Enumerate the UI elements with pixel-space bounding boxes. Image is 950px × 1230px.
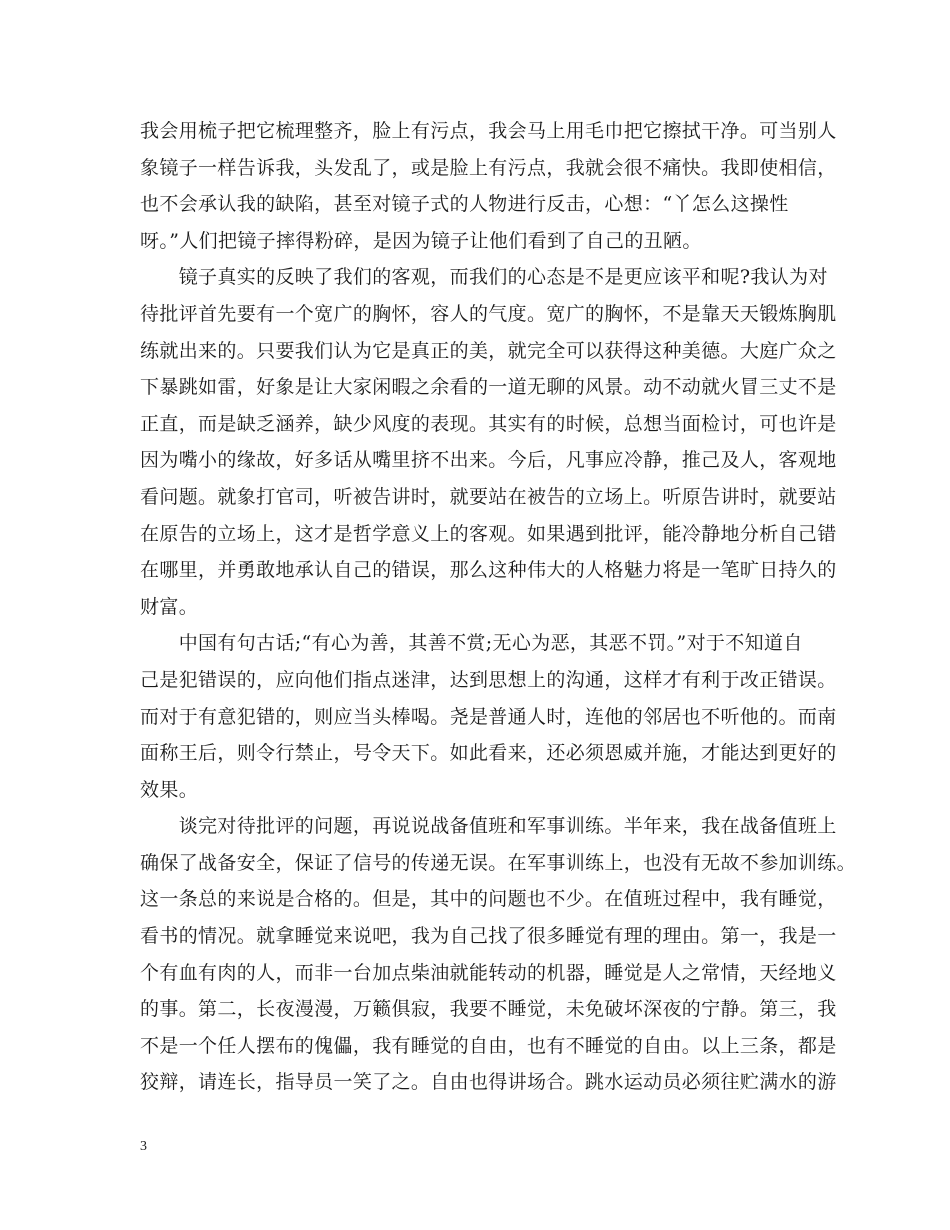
text-line: 看问题。就象打官司，听被告讲时，就要站在被告的立场上。听原告讲时，就要站 [140, 485, 837, 508]
text-line: 谈完对待批评的问题，再说说战备值班和军事训练。半年来，我在战备值班上 [140, 815, 837, 838]
text-line: 我会用梳子把它梳理整齐，脸上有污点，我会马上用毛巾把它擦拭干净。可当别人 [140, 120, 837, 142]
text-line: 练就出来的。只要我们认为它是真正的美，就完全可以获得这种美德。大庭广众之 [140, 339, 837, 362]
text-line: 不是一个任人摆布的傀儡，我有睡觉的自由，也有不睡觉的自由。以上三条，都是 [140, 1034, 837, 1057]
text-line: 己是犯错误的，应向他们指点迷津，达到思想上的沟通，这样才有利于改正错误。 [140, 668, 837, 691]
text-line: 象镜子一样告诉我，头发乱了，或是脸上有污点，我就会很不痛快。我即使相信， [140, 156, 837, 179]
text-line: 效果。 [140, 778, 199, 801]
page-number: 3 [140, 1139, 147, 1154]
text-line: 待批评首先要有一个宽广的胸怀，容人的气度。宽广的胸怀，不是靠天天锻炼胸肌 [140, 302, 837, 325]
text-line: 因为嘴小的缘故，好多话从嘴里挤不出来。今后，凡事应冷静，推己及人，客观地 [140, 449, 837, 472]
text-line: 在哪里，并勇敢地承认自己的错误，那么这种伟大的人格魅力将是一笔旷日持久的 [140, 559, 837, 582]
text-line: 下暴跳如雷，好象是让大家闲暇之余看的一道无聊的风景。动不动就火冒三丈不是 [140, 376, 837, 399]
text-line: 面称王后，则令行禁止，号令天下。如此看来，还必须恩威并施，才能达到更好的 [140, 742, 837, 765]
text-line: 狡辩，请连长，指导员一笑了之。自由也得讲场合。跳水运动员必须往贮满水的游 [140, 1071, 837, 1094]
body-text [140, 113, 856, 1101]
text-line: 正直，而是缺乏涵养，缺少风度的表现。其实有的时候，总想当面检讨，可也许是 [140, 412, 837, 435]
text-line: 而对于有意犯错的，则应当头棒喝。尧是普通人时，连他的邻居也不听他的。而南 [140, 705, 837, 728]
text-line: 财富。 [140, 595, 199, 618]
text-line: 看书的情况。就拿睡觉来说吧，我为自己找了很多睡觉有理的理由。第一，我是一 [140, 925, 837, 948]
text-line: 确保了战备安全，保证了信号的传递无误。在军事训练上，也没有无故不参加训练。 [140, 851, 856, 874]
text-line: 中国有句古话;“有心为善，其善不赏;无心为恶，其恶不罚。”对于不知道自 [140, 632, 803, 655]
text-line: 也不会承认我的缺陷，甚至对镜子式的人物进行反击，心想：“丫怎么这操性 [140, 193, 789, 216]
text-line: 呀。”人们把镜子摔得粉碎，是因为镜子让他们看到了自己的丑陋。 [140, 229, 702, 252]
text-line: 个有血有肉的人，而非一台加点柴油就能转动的机器，睡觉是人之常情，天经地义 [140, 961, 837, 984]
text-line: 镜子真实的反映了我们的客观，而我们的心态是不是更应该平和呢?我认为对 [140, 266, 828, 289]
text-line: 这一条总的来说是合格的。但是，其中的问题也不少。在值班过程中，我有睡觉， [140, 888, 837, 911]
text-line: 在原告的立场上，这才是哲学意义上的客观。如果遇到批评，能冷静地分析自己错 [140, 522, 837, 545]
text-line: 的事。第二，长夜漫漫，万籁俱寂，我要不睡觉，未免破坏深夜的宁静。第三，我 [140, 998, 837, 1021]
